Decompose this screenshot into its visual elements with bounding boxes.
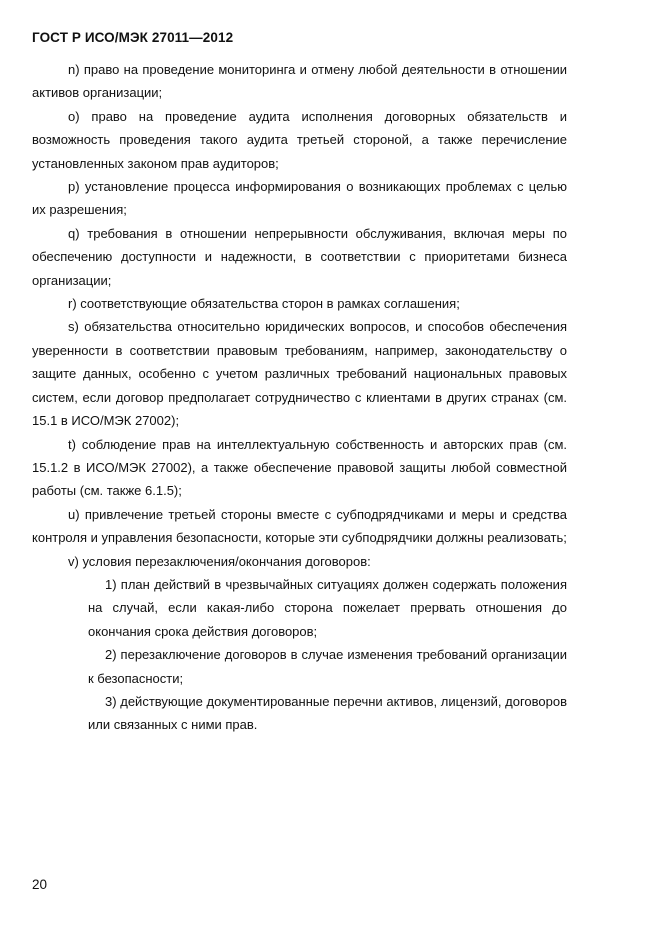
subitem-2: 2) перезаключение договоров в случае изменения требований организации к безопасности; [88, 647, 567, 686]
paragraph-item-u: u) привлечение третьей стороны вместе с субподрядчиками и меры и средства контроля и управления безопасности, которые эти субподрядчики должны реализовать; [32, 506, 567, 546]
paragraph-item-n: n) право на проведение мониторинга и отмену любой деятельности в отношении активов организации; [32, 62, 567, 101]
subitem-3: 3) действующие документированные перечни активов, лицензий, договоров или связанных с ними прав. [88, 693, 567, 733]
paragraph-item-p: p) установление процесса информирования о возникающих проблемах с целью их разрешения; [32, 179, 567, 218]
paragraph-item-s: s) обязательства относительно юридических вопросов, и способов обеспечения уверенности в соответствии правовым требованиям, например, законодательству о защите данных, особенно с учетом различных требований национальных правовых систем, если договор предполагает сотрудничество с клиентами в других странах (см. 15.1 в ИСО/МЭК 27002); [32, 319, 567, 429]
document-body [32, 58, 567, 737]
paragraph-item-t: t) соблюдение прав на интеллектуальную собственность и авторских прав (см. 15.1.2 в ИСО/МЭК 27002), а также обеспечение правовой защиты любой совместной работы (см. также 6.1.5); [32, 436, 567, 499]
paragraph-item-q: q) требования в отношении непрерывности обслуживания, включая меры по обеспечению доступности и надежности, в соответствии с приоритетами бизнеса организации; [32, 225, 567, 288]
paragraph-item-v: v) условия перезаключения/окончания договоров: [68, 553, 371, 569]
paragraph-item-r: r) соответствующие обязательства сторон в рамках соглашения; [68, 296, 460, 312]
subitem-1: 1) план действий в чрезвычайных ситуациях должен содержать положения на случай, если какая-либо сторона пожелает прервать отношения до окончания срока действия договоров; [88, 576, 567, 639]
page-number: 20 [32, 877, 48, 892]
paragraph-item-o: o) право на проведение аудита исполнения договорных обязательств и возможность проведения такого аудита третьей стороной, а также перечисление установленных законом прав аудиторов; [32, 108, 567, 171]
document-header: ГОСТ Р ИСО/МЭК 27011—2012 [32, 30, 234, 45]
